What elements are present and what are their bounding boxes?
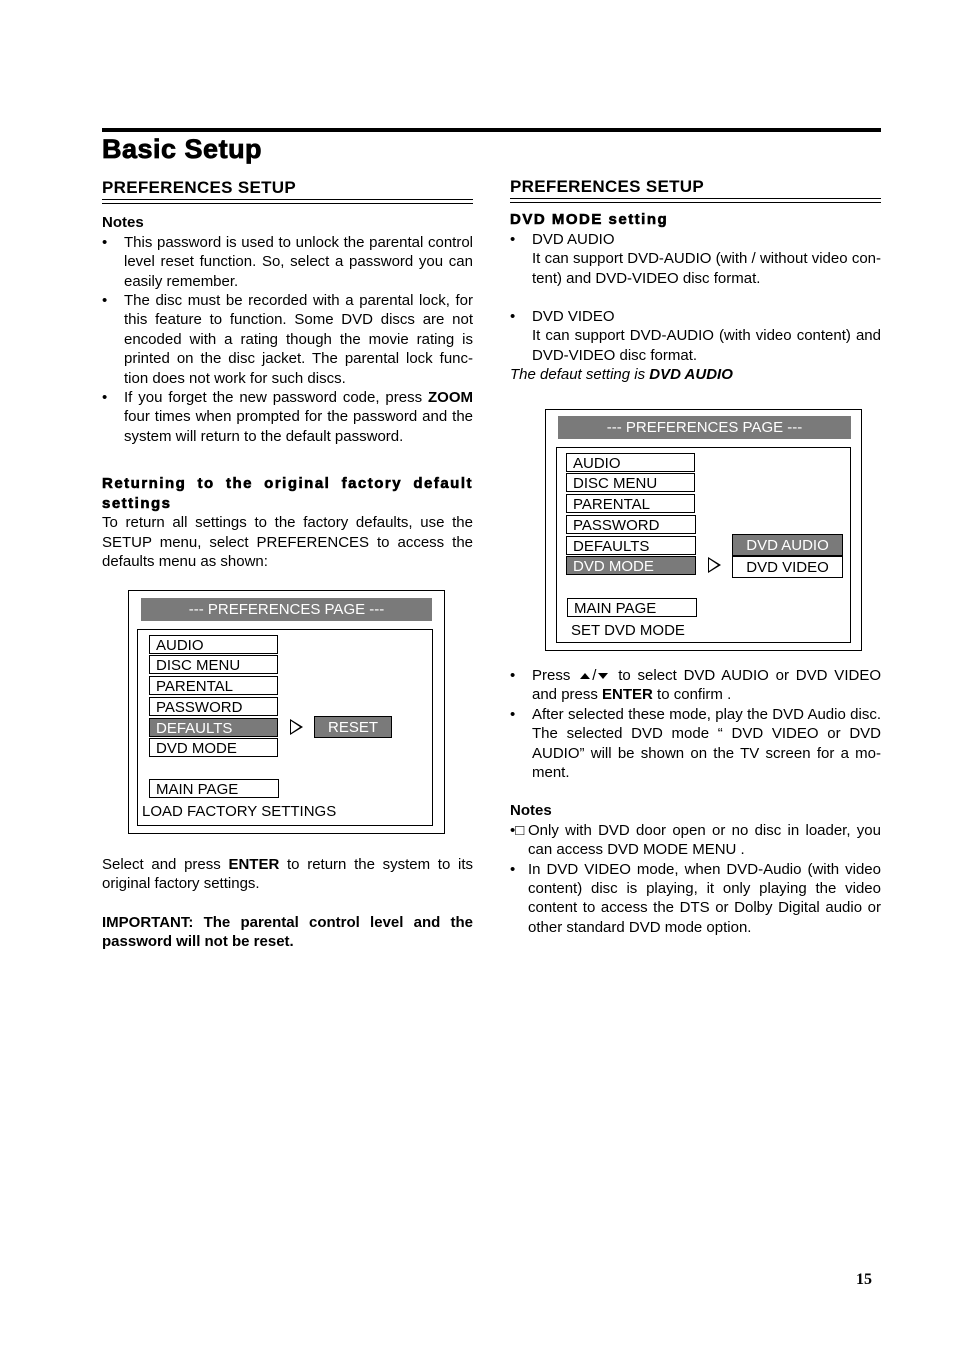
menu-status: SET DVD MODE [571, 622, 685, 639]
left-column [102, 178, 473, 571]
menu-title-bar: --- PREFERENCES PAGE --- [558, 416, 851, 439]
notes-heading: Notes [510, 802, 552, 820]
menu-item-parental[interactable]: PARENTAL [149, 676, 278, 695]
arrow-right-icon [290, 719, 303, 735]
list-item: •□ Only with DVD door open or no disc in loader, you can access DVD MODE MENU . [510, 821, 881, 859]
header-rule [102, 128, 881, 132]
main-page-button[interactable]: MAIN PAGE [567, 598, 697, 617]
main-page-button[interactable]: MAIN PAGE [149, 779, 279, 798]
arrow-right-icon [708, 557, 721, 573]
dvd-mode-menu-diagram [545, 409, 862, 651]
menu-panel [137, 629, 433, 826]
right-column [510, 177, 881, 385]
option-description: It can support DVD-AUDIO (with / without video con-tent) and DVD-VIDEO disc format. [532, 250, 881, 287]
menu-item-audio[interactable]: AUDIO [149, 635, 278, 654]
menu-item-disc-menu[interactable]: DISC MENU [149, 655, 278, 674]
menu-item-parental[interactable]: PARENTAL [566, 494, 695, 513]
important-text: IMPORTANT: The parental control level and the password will not be reset. [102, 913, 473, 951]
list-item: • This password is used to unlock the parental control level reset function. So, select a password you can easily remember. [102, 233, 473, 290]
select-text: Select and press ENTER to return the system to its original factory settings. [102, 856, 473, 893]
menu-panel [556, 447, 851, 643]
list-item: • Press / to select DVD AUDIO or DVD VIDEO and press ENTER to confirm . [510, 667, 881, 704]
dvd-audio-option[interactable]: DVD AUDIO [732, 534, 843, 556]
menu-item-dvd-mode[interactable]: DVD MODE [566, 556, 696, 575]
page-title: Basic Setup [102, 134, 263, 164]
right-footer-text [510, 666, 881, 937]
left-footer-text [102, 855, 473, 952]
section-heading: PREFERENCES SETUP [102, 178, 473, 200]
default-setting: The defaut setting is DVD AUDIO [510, 366, 733, 384]
dvd-video-option[interactable]: DVD VIDEO [732, 556, 843, 578]
menu-item-dvd-mode[interactable]: DVD MODE [149, 738, 278, 757]
list-item: • DVD AUDIO [510, 230, 615, 248]
up-arrow-icon [580, 673, 590, 679]
menu-status: LOAD FACTORY SETTINGS [142, 803, 337, 820]
factory-heading: Returning to the original factory default settings [102, 475, 473, 512]
list-item: • DVD VIDEO [510, 308, 615, 326]
list-item: • In DVD VIDEO mode, when DVD-Audio (with video content) disc is playing, it only playing the video content to access the DTS or Dolby Digital audio or other standard DVD mode option. [510, 860, 881, 936]
section-heading: PREFERENCES SETUP [510, 177, 881, 199]
menu-title-bar: --- PREFERENCES PAGE --- [141, 598, 432, 621]
menu-item-defaults[interactable]: DEFAULTS [566, 536, 696, 555]
list-item: • After selected these mode, play the DVD Audio disc. The selected DVD mode “ DVD VIDEO or DVD AUDIO” will be shown on the TV screen for a mo-ment. [510, 705, 881, 782]
menu-item-audio[interactable]: AUDIO [566, 453, 695, 472]
list-item: • The disc must be recorded with a parental lock, for this feature to function. Some DVD discs are not encoded with a rating though the movie rating is printed on the disc jacket. The parental lock func-tion does not work for such discs. [102, 292, 473, 387]
page-number: 15 [856, 1271, 872, 1288]
menu-item-disc-menu[interactable]: DISC MENU [566, 473, 695, 492]
list-item: • If you forget the new password code, press ZOOM four times when prompted for the password and the system will return to the default password. [102, 389, 473, 445]
menu-item-password[interactable]: PASSWORD [149, 697, 278, 716]
menu-item-defaults[interactable]: DEFAULTS [149, 718, 278, 737]
option-description: It can support DVD-AUDIO (with video content) and DVD-VIDEO disc format. [532, 327, 881, 364]
down-arrow-icon [598, 673, 608, 679]
notes-heading: Notes [102, 214, 144, 232]
preferences-menu-diagram [128, 590, 445, 834]
factory-text: To return all settings to the factory defaults, use the SETUP menu, select PREFERENCES to access the defaults menu as shown: [102, 514, 473, 570]
reset-option[interactable]: RESET [314, 716, 392, 738]
dvd-mode-heading: DVD MODE setting [510, 211, 669, 229]
menu-item-password[interactable]: PASSWORD [566, 515, 696, 534]
